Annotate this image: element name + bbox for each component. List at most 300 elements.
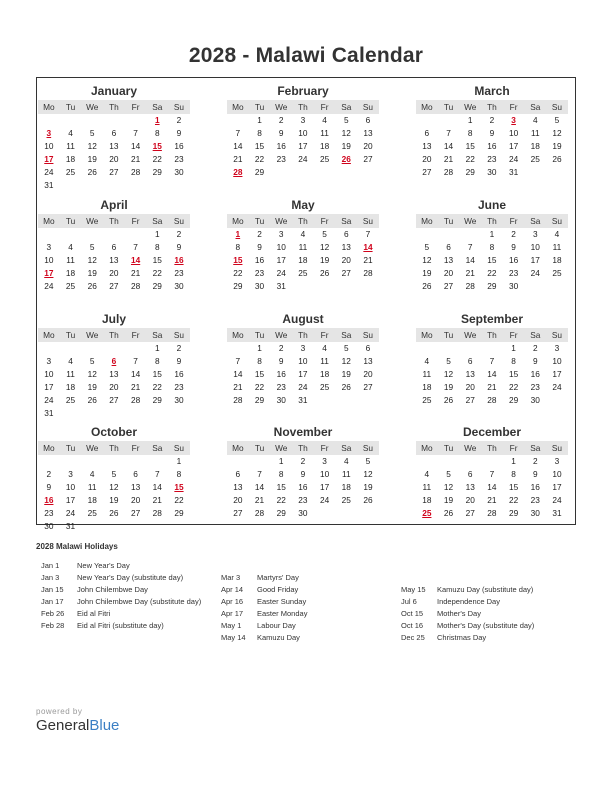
day-cell: 25 <box>341 495 351 505</box>
day-cell: 28 <box>363 268 373 278</box>
day-cell: 11 <box>66 369 75 379</box>
weekday-label: Sa <box>530 102 541 112</box>
holiday-date: Oct 16 <box>401 621 424 630</box>
empty-day-cell <box>459 455 481 468</box>
week-row <box>416 228 568 241</box>
empty-day-cell <box>103 179 125 192</box>
day-cell: 22 <box>465 154 475 164</box>
day-cell: 19 <box>422 268 432 278</box>
day-cell: 13 <box>233 482 243 492</box>
day-cell: 4 <box>424 356 430 366</box>
weekday-label: Th <box>109 102 119 112</box>
weekday-label: Th <box>487 102 497 112</box>
day-cell: 20 <box>465 382 475 392</box>
day-cell: 14 <box>363 242 373 252</box>
day-cell: 11 <box>66 141 75 151</box>
holiday-date: Apr 16 <box>221 597 244 606</box>
holiday-item <box>401 584 534 596</box>
empty-day-cell <box>38 114 60 127</box>
day-cell: 7 <box>154 469 160 479</box>
weekday-label: We <box>464 443 477 453</box>
day-cell: 11 <box>422 369 432 379</box>
weekday-label: Su <box>173 443 185 453</box>
month-name: June <box>477 198 506 212</box>
day-cell: 1 <box>154 229 160 239</box>
brand-name <box>36 717 119 734</box>
empty-day-cell <box>249 455 271 468</box>
day-cell: 3 <box>278 229 284 239</box>
weekday-label: Mo <box>421 102 433 112</box>
day-cell: 6 <box>343 229 349 239</box>
day-cell: 18 <box>298 255 308 265</box>
day-cell: 25 <box>87 508 97 518</box>
holiday-item <box>401 608 534 620</box>
weekday-label: Sa <box>152 330 163 340</box>
weekday-label: Su <box>173 102 185 112</box>
day-cell: 29 <box>233 281 243 291</box>
weekday-label: Su <box>362 216 374 226</box>
holiday-item <box>401 620 534 632</box>
day-cell: 2 <box>532 456 538 466</box>
day-cell: 9 <box>46 482 52 492</box>
weekday-label: Th <box>298 330 308 340</box>
holiday-date: Jul 6 <box>401 597 417 606</box>
day-cell: 22 <box>174 495 184 505</box>
empty-day-cell <box>60 455 82 468</box>
month-february <box>227 83 379 179</box>
empty-day-cell <box>146 520 168 533</box>
week-row <box>227 228 379 241</box>
day-cell: 22 <box>152 154 162 164</box>
day-cell: 29 <box>254 167 265 177</box>
day-cell: 14 <box>487 482 497 492</box>
day-cell: 19 <box>363 482 373 492</box>
day-cell: 24 <box>552 495 562 505</box>
day-cell: 9 <box>176 242 182 252</box>
day-cell: 5 <box>554 115 560 125</box>
holiday-item <box>41 572 201 584</box>
empty-day-cell <box>103 455 125 468</box>
week-row <box>416 254 568 267</box>
day-cell: 28 <box>487 508 497 518</box>
day-cell: 28 <box>233 167 243 177</box>
day-cell: 1 <box>278 456 284 466</box>
day-cell: 30 <box>508 281 519 291</box>
weekday-label: Mo <box>232 443 244 453</box>
weekday-label: Tu <box>254 330 265 340</box>
holiday-date: Jan 17 <box>41 597 64 606</box>
day-cell: 3 <box>554 456 560 466</box>
empty-day-cell <box>146 455 168 468</box>
day-cell: 29 <box>465 167 475 177</box>
day-cell: 20 <box>233 495 243 505</box>
day-cell: 18 <box>341 482 351 492</box>
weekday-label: Th <box>487 216 497 226</box>
empty-day-cell <box>416 114 438 127</box>
empty-day-cell <box>524 166 546 179</box>
holiday-item <box>41 620 201 632</box>
week-row <box>38 507 190 520</box>
day-cell: 7 <box>235 128 241 138</box>
empty-day-cell <box>81 342 103 355</box>
day-cell: 10 <box>552 356 562 366</box>
day-cell: 14 <box>487 369 497 379</box>
weekday-label: Tu <box>65 330 76 340</box>
day-cell: 3 <box>300 343 306 353</box>
day-cell: 1 <box>257 115 262 125</box>
weekday-label: Mo <box>232 102 244 112</box>
month-name: September <box>460 312 524 326</box>
day-cell: 11 <box>320 128 329 138</box>
day-cell: 11 <box>66 255 75 265</box>
day-cell: 14 <box>233 141 243 151</box>
month-name: March <box>474 84 510 98</box>
week-row <box>38 407 190 420</box>
weekday-header <box>227 214 379 228</box>
weekday-label: Sa <box>530 216 541 226</box>
day-cell: 3 <box>300 115 306 125</box>
day-cell: 18 <box>319 369 330 379</box>
day-cell: 1 <box>511 456 516 466</box>
day-cell: 17 <box>44 382 54 392</box>
day-cell: 18 <box>422 495 432 505</box>
day-cell: 20 <box>443 268 454 278</box>
brand-logo <box>36 707 119 734</box>
day-cell: 8 <box>154 242 160 252</box>
empty-day-cell <box>357 280 379 293</box>
day-cell: 9 <box>176 356 182 366</box>
day-cell: 30 <box>254 281 265 291</box>
week-row <box>416 241 568 254</box>
day-cell: 3 <box>554 343 560 353</box>
day-cell: 3 <box>46 242 52 252</box>
empty-day-cell <box>314 394 336 407</box>
weekday-label: Mo <box>43 330 55 340</box>
day-cell: 8 <box>257 356 262 366</box>
day-cell: 8 <box>154 128 160 138</box>
day-cell: 22 <box>152 268 162 278</box>
empty-day-cell <box>227 114 249 127</box>
day-cell: 8 <box>511 469 516 479</box>
day-cell: 4 <box>424 469 430 479</box>
holiday-item <box>221 620 307 632</box>
week-row <box>38 494 190 507</box>
day-cell: 8 <box>511 356 516 366</box>
day-cell: 5 <box>365 456 371 466</box>
day-cell: 5 <box>111 469 117 479</box>
day-cell: 22 <box>152 382 162 392</box>
empty-day-cell <box>168 520 190 533</box>
day-cell: 23 <box>174 382 184 392</box>
day-cell: 11 <box>320 356 329 366</box>
empty-day-cell <box>81 179 103 192</box>
weekday-label: We <box>275 216 288 226</box>
day-cell: 14 <box>130 141 141 151</box>
day-cell: 25 <box>298 268 308 278</box>
day-cell: 20 <box>363 369 373 379</box>
day-cell: 20 <box>363 141 373 151</box>
day-cell: 28 <box>130 281 141 291</box>
day-cell: 30 <box>44 521 54 531</box>
day-cell: 23 <box>487 154 497 164</box>
day-cell: 13 <box>341 242 351 252</box>
day-cell: 4 <box>322 115 327 125</box>
week-row <box>38 455 190 468</box>
holiday-date: Mar 3 <box>221 573 241 582</box>
week-row <box>227 241 379 254</box>
month-october <box>38 424 190 533</box>
day-cell: 9 <box>489 128 495 138</box>
holidays-title: 2028 Malawi Holidays <box>36 542 118 551</box>
day-cell: 15 <box>152 369 162 379</box>
day-cell: 9 <box>511 242 516 252</box>
empty-day-cell <box>416 228 438 241</box>
day-cell: 3 <box>46 356 52 366</box>
day-cell: 10 <box>319 469 330 479</box>
day-cell: 24 <box>298 154 308 164</box>
empty-day-cell <box>38 455 60 468</box>
empty-day-cell <box>81 228 103 241</box>
empty-day-cell <box>125 114 147 127</box>
day-cell: 20 <box>109 382 119 392</box>
day-cell: 30 <box>174 281 184 291</box>
day-cell: 17 <box>319 482 330 492</box>
holiday-item <box>41 560 201 572</box>
page-title: 2028 - Malawi Calendar <box>188 44 424 67</box>
day-cell: 7 <box>467 242 473 252</box>
day-cell: 21 <box>233 382 243 392</box>
day-cell: 2 <box>300 456 306 466</box>
day-cell: 17 <box>530 255 540 265</box>
week-row <box>416 455 568 468</box>
week-row <box>38 254 190 267</box>
weekday-label: Sa <box>341 443 352 453</box>
day-cell: 6 <box>467 469 473 479</box>
day-cell: 23 <box>508 268 519 278</box>
month-name: August <box>282 312 324 326</box>
day-cell: 2 <box>176 115 182 125</box>
day-cell: 10 <box>552 469 562 479</box>
holiday-date: May 14 <box>221 633 246 642</box>
month-name: December <box>462 425 522 439</box>
weekday-label: Fr <box>509 216 518 226</box>
day-cell: 27 <box>109 167 119 177</box>
week-row <box>227 166 379 179</box>
day-cell: 14 <box>130 369 141 379</box>
holiday-name: Christmas Day <box>437 633 487 642</box>
day-cell: 22 <box>487 268 497 278</box>
weekday-label: Su <box>551 330 563 340</box>
empty-day-cell <box>459 342 481 355</box>
weekday-header <box>416 441 568 455</box>
empty-day-cell <box>81 407 103 420</box>
day-cell: 23 <box>530 382 540 392</box>
day-cell: 24 <box>552 382 562 392</box>
empty-day-cell <box>125 455 147 468</box>
day-cell: 8 <box>257 128 262 138</box>
day-cell: 7 <box>446 128 451 138</box>
day-cell: 13 <box>130 482 141 492</box>
day-cell: 16 <box>174 369 184 379</box>
week-row <box>227 267 379 280</box>
weekday-label: Sa <box>341 330 352 340</box>
empty-day-cell <box>60 179 82 192</box>
weekday-label: Mo <box>43 216 55 226</box>
day-cell: 8 <box>154 356 160 366</box>
day-cell: 28 <box>152 508 162 518</box>
day-cell: 18 <box>65 268 76 278</box>
empty-day-cell <box>146 407 168 420</box>
day-cell: 31 <box>508 167 519 177</box>
day-cell: 15 <box>508 482 519 492</box>
empty-day-cell <box>335 280 357 293</box>
day-cell: 27 <box>443 281 454 291</box>
day-cell: 4 <box>554 229 560 239</box>
weekday-label: We <box>275 102 288 112</box>
day-cell: 4 <box>343 456 349 466</box>
day-cell: 23 <box>174 268 184 278</box>
weekday-label: Sa <box>152 216 163 226</box>
week-row <box>227 342 379 355</box>
day-cell: 26 <box>422 281 432 291</box>
empty-day-cell <box>438 342 460 355</box>
day-cell: 29 <box>152 395 162 405</box>
day-cell: 12 <box>443 369 454 379</box>
day-cell: 20 <box>109 268 119 278</box>
weekday-label: Mo <box>421 216 433 226</box>
week-row <box>38 468 190 481</box>
weekday-label: Tu <box>65 443 76 453</box>
day-cell: 10 <box>276 242 286 252</box>
weekday-label: Fr <box>131 102 140 112</box>
weekday-header <box>416 100 568 114</box>
weekday-header <box>38 214 190 228</box>
day-cell: 1 <box>511 343 516 353</box>
day-cell: 27 <box>465 508 475 518</box>
month-name: July <box>101 312 126 326</box>
weekday-label: Tu <box>443 216 454 226</box>
holiday-date: Dec 25 <box>401 633 425 642</box>
day-cell: 15 <box>152 255 162 265</box>
day-cell: 31 <box>44 180 54 190</box>
week-row <box>227 381 379 394</box>
day-cell: 26 <box>552 154 562 164</box>
weekday-header <box>227 441 379 455</box>
day-cell: 24 <box>276 268 286 278</box>
week-row <box>38 228 190 241</box>
day-cell: 2 <box>176 229 182 239</box>
day-cell: 10 <box>65 482 76 492</box>
holiday-name: Good Friday <box>257 585 299 594</box>
holiday-item <box>401 596 534 608</box>
weekday-label: Su <box>551 102 563 112</box>
day-cell: 28 <box>254 508 265 518</box>
day-cell: 22 <box>508 495 519 505</box>
week-row <box>38 280 190 293</box>
day-cell: 17 <box>508 141 519 151</box>
day-cell: 28 <box>443 167 454 177</box>
day-cell: 3 <box>46 128 52 138</box>
day-cell: 16 <box>276 141 286 151</box>
day-cell: 14 <box>465 255 475 265</box>
day-cell: 19 <box>443 495 454 505</box>
day-cell: 31 <box>552 508 562 518</box>
day-cell: 21 <box>130 154 141 164</box>
week-row <box>227 355 379 368</box>
day-cell: 14 <box>130 255 141 265</box>
day-cell: 8 <box>467 128 473 138</box>
day-cell: 21 <box>152 495 162 505</box>
weekday-label: Th <box>109 443 119 453</box>
day-cell: 19 <box>87 154 97 164</box>
week-row <box>38 140 190 153</box>
day-cell: 26 <box>341 154 351 164</box>
day-cell: 24 <box>44 281 54 291</box>
day-cell: 30 <box>276 395 286 405</box>
week-row <box>227 468 379 481</box>
day-cell: 5 <box>424 242 430 252</box>
holiday-item <box>41 608 201 620</box>
holiday-date: Jan 1 <box>41 561 60 570</box>
day-cell: 2 <box>489 115 495 125</box>
day-cell: 19 <box>87 268 97 278</box>
day-cell: 21 <box>130 382 141 392</box>
day-cell: 28 <box>130 395 141 405</box>
day-cell: 31 <box>276 281 286 291</box>
month-march <box>416 83 568 179</box>
day-cell: 23 <box>44 508 54 518</box>
day-cell: 2 <box>532 343 538 353</box>
day-cell: 26 <box>87 167 97 177</box>
week-row <box>416 368 568 381</box>
empty-day-cell <box>314 507 336 520</box>
month-november <box>227 424 379 520</box>
week-row <box>38 267 190 280</box>
day-cell: 25 <box>65 395 76 405</box>
weekday-label: Th <box>109 216 119 226</box>
weekday-label: Mo <box>232 216 244 226</box>
day-cell: 16 <box>530 369 540 379</box>
day-cell: 17 <box>44 268 54 278</box>
day-cell: 6 <box>111 242 117 252</box>
powered-by-text: powered by <box>36 707 83 716</box>
holiday-column <box>401 584 534 644</box>
week-row <box>416 494 568 507</box>
week-row <box>416 468 568 481</box>
day-cell: 15 <box>174 482 184 492</box>
day-cell: 31 <box>65 521 76 531</box>
day-cell: 22 <box>233 268 243 278</box>
empty-day-cell <box>103 407 125 420</box>
week-row <box>416 355 568 368</box>
day-cell: 16 <box>174 255 184 265</box>
day-cell: 16 <box>254 255 265 265</box>
day-cell: 29 <box>508 508 519 518</box>
day-cell: 7 <box>235 356 241 366</box>
week-row <box>227 494 379 507</box>
week-row <box>227 481 379 494</box>
day-cell: 27 <box>422 167 432 177</box>
week-row <box>227 114 379 127</box>
day-cell: 3 <box>322 456 327 466</box>
month-name: April <box>100 198 128 212</box>
day-cell: 19 <box>319 255 330 265</box>
holiday-item <box>221 584 307 596</box>
day-cell: 21 <box>254 495 265 505</box>
weekday-header <box>416 214 568 228</box>
holiday-name: John Chilembwe Day <box>77 585 148 594</box>
day-cell: 24 <box>65 508 76 518</box>
